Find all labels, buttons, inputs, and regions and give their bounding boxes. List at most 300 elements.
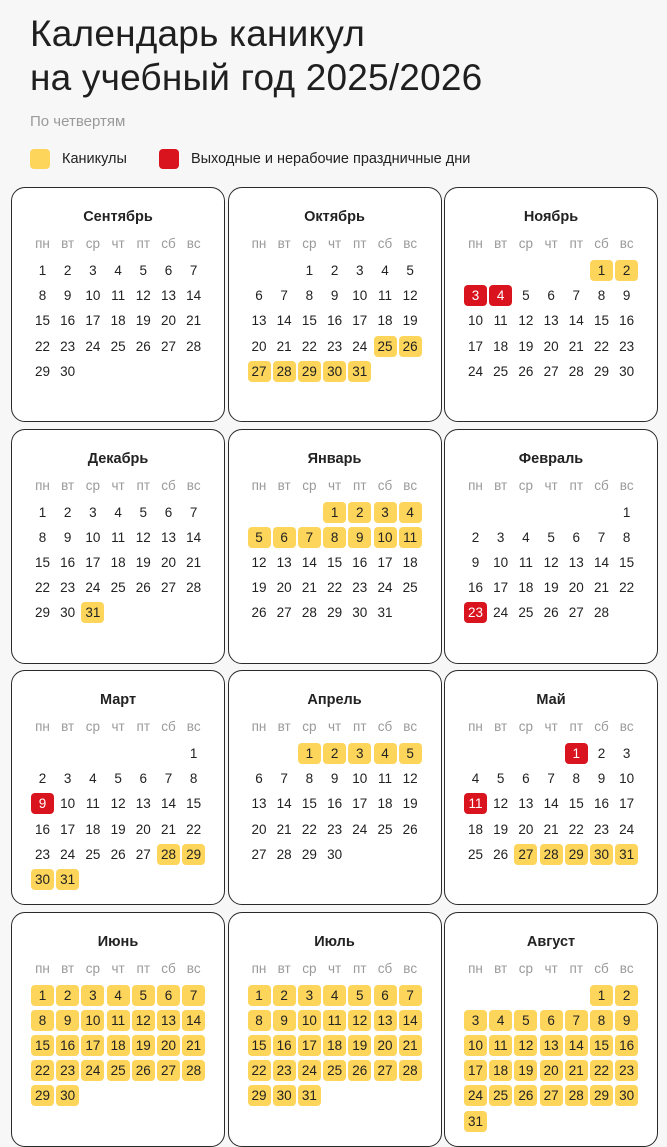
weekday-label: сб xyxy=(161,477,176,493)
holiday-cell: 27 xyxy=(157,1060,180,1081)
holiday-cell: 6 xyxy=(374,985,397,1006)
day-cell: 23 xyxy=(619,338,635,354)
month-card xyxy=(11,429,225,664)
holiday-cell: 15 xyxy=(590,1035,613,1056)
weekday-label: пн xyxy=(35,477,50,493)
day-cell: 23 xyxy=(60,580,76,596)
day-cell: 15 xyxy=(301,796,317,812)
month-name: Январь xyxy=(307,450,362,467)
holiday-cell: 8 xyxy=(590,1010,613,1031)
day-cell: 15 xyxy=(34,313,51,329)
holiday-cell: 11 xyxy=(323,1010,346,1031)
holiday-cell: 11 xyxy=(399,527,422,548)
holiday-cell: 2 xyxy=(273,985,296,1006)
holiday-cell: 20 xyxy=(374,1035,397,1056)
holiday-cell: 30 xyxy=(31,869,54,890)
weekday-label: сб xyxy=(161,960,176,976)
day-cell: 17 xyxy=(60,821,76,837)
month-card xyxy=(228,912,442,1147)
holiday-cell: 12 xyxy=(132,1010,155,1031)
day-cell: 19 xyxy=(518,338,534,354)
day-cell: 20 xyxy=(543,338,559,354)
holiday-cell: 30 xyxy=(56,1085,79,1106)
weekday-label: ср xyxy=(302,477,317,493)
day-cell: 20 xyxy=(251,821,267,837)
holiday-cell: 1 xyxy=(590,260,613,281)
day-cell: 23 xyxy=(327,821,343,837)
day-cell: 18 xyxy=(467,821,484,837)
day-cell: 16 xyxy=(60,554,76,570)
weekday-label: вс xyxy=(186,719,201,734)
month-name: Март xyxy=(99,692,137,708)
day-cell: 13 xyxy=(160,529,177,545)
holiday-cell: 2 xyxy=(348,502,371,523)
weekday-label: пт xyxy=(353,960,367,976)
holiday-cell: 28 xyxy=(565,1085,588,1106)
day-off-cell: 3 xyxy=(464,285,487,306)
holiday-cell: 17 xyxy=(81,1035,104,1056)
holiday-cell: 9 xyxy=(56,1010,79,1031)
month-name: Июль xyxy=(314,933,355,950)
weekday-label: вт xyxy=(494,960,508,976)
holiday-cell: 8 xyxy=(248,1010,271,1031)
day-cell: 22 xyxy=(301,338,317,354)
day-cell: 14 xyxy=(186,288,202,304)
weekday-label: вт xyxy=(61,960,75,976)
day-cell: 21 xyxy=(568,338,584,354)
weekday-label: пт xyxy=(569,477,584,493)
holiday-cell: 30 xyxy=(590,844,613,865)
day-off-cell: 4 xyxy=(489,285,512,306)
day-cell: 15 xyxy=(327,554,343,570)
holiday-cell: 22 xyxy=(31,1060,54,1081)
month-name: Май xyxy=(536,692,566,708)
holiday-cell: 28 xyxy=(182,1060,205,1081)
weekday-label: сб xyxy=(161,719,176,734)
holiday-cell: 25 xyxy=(489,1085,512,1106)
day-cell: 10 xyxy=(619,771,635,787)
day-cell: 10 xyxy=(85,288,101,304)
holiday-cell: 22 xyxy=(248,1060,271,1081)
day-cell: 17 xyxy=(352,313,368,329)
holiday-cell: 23 xyxy=(273,1060,296,1081)
holiday-cell: 28 xyxy=(273,361,296,382)
day-cell: 12 xyxy=(543,554,559,570)
day-cell: 12 xyxy=(493,796,509,812)
day-cell: 2 xyxy=(330,263,339,278)
day-cell: 9 xyxy=(63,529,72,545)
day-cell: 5 xyxy=(496,771,505,787)
day-cell: 12 xyxy=(402,288,418,304)
day-cell: 6 xyxy=(255,288,263,304)
day-cell: 12 xyxy=(135,288,151,304)
holiday-cell: 19 xyxy=(348,1035,371,1056)
day-cell: 10 xyxy=(60,796,76,812)
holiday-cell: 14 xyxy=(565,1035,588,1056)
day-cell: 29 xyxy=(301,846,317,862)
day-cell: 7 xyxy=(189,263,198,278)
day-cell: 9 xyxy=(622,288,631,304)
holiday-cell: 11 xyxy=(107,1010,130,1031)
weekday-label: пт xyxy=(569,236,584,251)
holiday-cell: 13 xyxy=(374,1010,397,1031)
weekday-label: сб xyxy=(594,960,609,976)
holiday-cell: 18 xyxy=(323,1035,346,1056)
weekday-label: пн xyxy=(468,719,483,734)
weekday-label: сб xyxy=(377,719,393,734)
weekday-label: вт xyxy=(277,960,291,976)
day-cell: 26 xyxy=(251,605,267,621)
holiday-cell: 10 xyxy=(298,1010,321,1031)
weekday-label: пт xyxy=(136,236,151,251)
day-cell: 13 xyxy=(251,313,267,329)
holiday-cell: 18 xyxy=(489,1060,512,1081)
day-cell: 6 xyxy=(164,504,173,520)
holiday-cell: 27 xyxy=(374,1060,397,1081)
day-cell: 3 xyxy=(89,504,97,520)
day-cell: 24 xyxy=(619,821,635,837)
holiday-cell: 1 xyxy=(31,985,54,1006)
day-cell: 14 xyxy=(186,529,202,545)
day-cell: 14 xyxy=(543,796,559,812)
day-cell: 13 xyxy=(251,796,267,812)
holiday-cell: 21 xyxy=(399,1035,422,1056)
holiday-swatch xyxy=(30,149,50,169)
holiday-cell: 13 xyxy=(540,1035,563,1056)
weekday-label: ср xyxy=(85,960,101,976)
weekday-label: ср xyxy=(85,719,101,734)
holiday-cell: 10 xyxy=(464,1035,487,1056)
day-cell: 29 xyxy=(34,363,51,379)
weekday-label: пт xyxy=(569,719,584,734)
day-cell: 7 xyxy=(280,771,288,787)
day-cell: 11 xyxy=(377,288,392,304)
day-cell: 30 xyxy=(352,605,368,621)
day-cell: 25 xyxy=(85,846,101,862)
day-cell: 26 xyxy=(518,363,534,379)
weekday-label: пт xyxy=(136,477,151,493)
weekday-label: ср xyxy=(302,719,317,734)
weekday-label: ср xyxy=(518,236,534,251)
weekday-label: сб xyxy=(377,477,393,493)
day-cell: 5 xyxy=(522,288,530,304)
day-cell: 19 xyxy=(135,313,151,329)
holiday-cell: 25 xyxy=(323,1060,346,1081)
day-cell: 28 xyxy=(593,605,610,621)
day-cell: 27 xyxy=(543,363,559,379)
holiday-cell: 16 xyxy=(615,1035,638,1056)
weekday-label: чт xyxy=(327,719,342,734)
weekday-label: вт xyxy=(61,719,75,734)
holiday-cell: 4 xyxy=(399,502,422,523)
weekday-label: чт xyxy=(544,719,558,734)
weekday-label: вт xyxy=(61,236,75,251)
day-cell: 21 xyxy=(186,554,202,570)
holiday-cell: 21 xyxy=(182,1035,205,1056)
holiday-cell: 29 xyxy=(182,844,205,865)
day-cell: 13 xyxy=(518,796,534,812)
day-cell: 13 xyxy=(568,554,584,570)
holiday-cell: 27 xyxy=(540,1085,563,1106)
month-card xyxy=(228,670,442,905)
day-cell: 24 xyxy=(493,605,509,621)
holiday-cell: 27 xyxy=(514,844,537,865)
day-cell: 18 xyxy=(377,313,393,329)
day-cell: 9 xyxy=(597,771,606,787)
month-name: Февраль xyxy=(518,450,584,467)
day-cell: 8 xyxy=(189,771,198,787)
weekday-label: ср xyxy=(302,236,317,251)
holiday-cell: 8 xyxy=(323,527,346,548)
page-title xyxy=(30,12,650,100)
holiday-cell: 30 xyxy=(323,361,346,382)
month-name: Декабрь xyxy=(87,450,149,467)
holiday-cell: 31 xyxy=(348,361,371,382)
day-cell: 4 xyxy=(114,504,122,520)
day-off-cell: 11 xyxy=(464,793,487,814)
holiday-cell: 3 xyxy=(81,985,104,1006)
day-cell: 9 xyxy=(63,288,72,304)
day-off-cell: 9 xyxy=(31,793,54,814)
day-cell: 6 xyxy=(547,288,555,304)
day-cell: 4 xyxy=(381,263,389,278)
weekday-label: вт xyxy=(494,719,508,734)
day-cell: 26 xyxy=(110,846,126,862)
day-cell: 9 xyxy=(471,554,480,570)
weekday-label: пт xyxy=(136,960,151,976)
day-cell: 14 xyxy=(301,554,317,570)
day-cell: 23 xyxy=(593,821,610,837)
holiday-cell: 1 xyxy=(323,502,346,523)
weekday-label: чт xyxy=(327,477,342,493)
day-cell: 16 xyxy=(619,313,635,329)
day-cell: 28 xyxy=(568,363,584,379)
weekday-label: сб xyxy=(377,960,393,976)
day-cell: 21 xyxy=(276,821,292,837)
weekday-label: сб xyxy=(594,719,609,734)
month-card xyxy=(11,912,225,1147)
day-cell: 20 xyxy=(251,338,267,354)
holiday-cell: 14 xyxy=(182,1010,205,1031)
day-cell: 11 xyxy=(111,288,126,304)
day-cell: 16 xyxy=(60,313,76,329)
day-cell: 14 xyxy=(276,313,292,329)
weekday-label: пн xyxy=(251,719,267,734)
day-cell: 18 xyxy=(377,796,393,812)
day-cell: 2 xyxy=(38,771,47,787)
day-cell: 18 xyxy=(110,554,126,570)
holiday-cell: 2 xyxy=(615,985,638,1006)
weekday-label: чт xyxy=(111,236,125,251)
holiday-cell: 26 xyxy=(514,1085,537,1106)
day-cell: 26 xyxy=(402,821,418,837)
day-cell: 3 xyxy=(356,263,364,278)
day-cell: 20 xyxy=(518,821,534,837)
day-cell: 5 xyxy=(139,263,148,278)
day-cell: 8 xyxy=(622,529,631,545)
day-cell: 30 xyxy=(60,363,76,379)
holiday-cell: 3 xyxy=(374,502,397,523)
day-cell: 14 xyxy=(276,796,292,812)
weekday-label: чт xyxy=(544,960,558,976)
holiday-cell: 11 xyxy=(489,1035,512,1056)
day-cell: 15 xyxy=(568,796,584,812)
weekday-label: пт xyxy=(353,477,367,493)
weekday-label: вт xyxy=(277,719,291,734)
holiday-cell: 9 xyxy=(615,1010,638,1031)
day-cell: 28 xyxy=(276,846,292,862)
day-cell: 25 xyxy=(518,605,534,621)
day-cell: 24 xyxy=(352,821,368,837)
day-cell: 27 xyxy=(135,846,151,862)
holiday-cell: 5 xyxy=(514,1010,537,1031)
weekday-label: пн xyxy=(468,477,483,493)
weekday-label: вт xyxy=(277,236,291,251)
day-cell: 24 xyxy=(352,338,368,354)
weekday-label: вс xyxy=(403,960,418,976)
holiday-cell: 31 xyxy=(56,869,79,890)
weekday-label: вс xyxy=(619,960,634,976)
day-cell: 6 xyxy=(164,263,173,278)
day-cell: 7 xyxy=(164,771,173,787)
holiday-cell: 22 xyxy=(590,1060,613,1081)
month-card xyxy=(444,670,658,905)
holiday-cell: 8 xyxy=(31,1010,54,1031)
day-cell: 17 xyxy=(467,338,484,354)
day-cell: 30 xyxy=(327,846,343,862)
day-cell: 1 xyxy=(305,263,314,278)
day-cell: 28 xyxy=(301,605,317,621)
day-cell: 19 xyxy=(251,580,267,596)
day-cell: 4 xyxy=(114,263,122,278)
weekday-label: пт xyxy=(136,719,151,734)
day-cell: 10 xyxy=(352,771,368,787)
day-cell: 4 xyxy=(471,771,480,787)
holiday-cell: 24 xyxy=(298,1060,321,1081)
day-cell: 29 xyxy=(34,605,51,621)
day-cell: 22 xyxy=(186,821,202,837)
holiday-cell: 15 xyxy=(248,1035,271,1056)
day-cell: 29 xyxy=(593,363,610,379)
day-cell: 16 xyxy=(352,554,368,570)
day-cell: 27 xyxy=(276,605,292,621)
day-cell: 25 xyxy=(110,580,126,596)
holiday-cell: 4 xyxy=(489,1010,512,1031)
weekday-label: сб xyxy=(594,477,609,493)
holiday-cell: 3 xyxy=(348,743,371,764)
holiday-cell: 31 xyxy=(298,1085,321,1106)
holiday-cell: 30 xyxy=(273,1085,296,1106)
holiday-cell: 5 xyxy=(348,985,371,1006)
holiday-cell: 2 xyxy=(56,985,79,1006)
day-cell: 12 xyxy=(251,554,267,570)
weekday-label: вс xyxy=(403,236,418,251)
day-cell: 17 xyxy=(85,313,101,329)
day-cell: 22 xyxy=(34,338,51,354)
month-card xyxy=(444,187,658,422)
day-cell: 20 xyxy=(160,554,177,570)
month-name: Сентябрь xyxy=(83,209,153,225)
holiday-cell: 19 xyxy=(514,1060,537,1081)
legend-label-days-off: Выходные и нерабочие праздничные дни xyxy=(190,151,471,167)
weekday-label: сб xyxy=(161,236,176,251)
holiday-cell: 16 xyxy=(273,1035,296,1056)
holiday-cell: 31 xyxy=(464,1111,487,1132)
holiday-cell: 6 xyxy=(157,985,180,1006)
holiday-cell: 1 xyxy=(298,743,321,764)
month-name: Апрель xyxy=(307,692,362,708)
holiday-cell: 25 xyxy=(374,336,397,357)
holiday-cell: 29 xyxy=(590,1085,613,1106)
holiday-cell: 16 xyxy=(56,1035,79,1056)
day-cell: 5 xyxy=(547,529,555,545)
weekday-label: ср xyxy=(302,960,317,976)
legend-label-holidays: Каникулы xyxy=(62,151,127,167)
day-cell: 13 xyxy=(135,796,151,812)
weekday-label: вт xyxy=(494,236,508,251)
title-line-1: Календарь каникул xyxy=(30,13,365,54)
month-name: Июнь xyxy=(97,933,139,950)
day-cell: 11 xyxy=(493,313,508,329)
day-cell: 22 xyxy=(34,580,51,596)
weekday-label: чт xyxy=(544,236,558,251)
day-cell: 3 xyxy=(496,529,505,545)
holiday-cell: 3 xyxy=(298,985,321,1006)
weekday-label: вс xyxy=(619,236,634,251)
holiday-cell: 2 xyxy=(615,260,638,281)
holiday-cell: 29 xyxy=(565,844,588,865)
title-line-2: на учебный год 2025/2026 xyxy=(30,57,483,98)
weekday-label: чт xyxy=(327,960,342,976)
day-off-cell: 1 xyxy=(565,743,588,764)
day-cell: 3 xyxy=(89,263,97,278)
day-cell: 19 xyxy=(135,554,151,570)
holiday-cell: 26 xyxy=(132,1060,155,1081)
holiday-cell: 23 xyxy=(56,1060,79,1081)
day-cell: 21 xyxy=(301,580,317,596)
month-name: Октябрь xyxy=(304,209,365,225)
day-cell: 22 xyxy=(593,338,610,354)
day-cell: 11 xyxy=(111,529,126,545)
day-cell: 7 xyxy=(280,288,288,304)
day-cell: 24 xyxy=(85,338,101,354)
weekday-label: пн xyxy=(251,477,267,493)
day-cell: 24 xyxy=(467,363,484,379)
weekday-label: ср xyxy=(85,477,101,493)
day-cell: 8 xyxy=(305,771,314,787)
day-cell: 25 xyxy=(402,580,418,596)
day-cell: 1 xyxy=(622,504,631,520)
month-card xyxy=(11,187,225,422)
day-cell: 22 xyxy=(619,580,635,596)
holiday-cell: 31 xyxy=(615,844,638,865)
day-cell: 27 xyxy=(251,846,267,862)
day-cell: 15 xyxy=(593,313,610,329)
day-cell: 21 xyxy=(276,338,292,354)
day-cell: 18 xyxy=(85,821,101,837)
weekday-label: чт xyxy=(111,719,125,734)
holiday-cell: 12 xyxy=(348,1010,371,1031)
day-cell: 17 xyxy=(377,554,393,570)
holiday-cell: 25 xyxy=(107,1060,130,1081)
day-cell: 14 xyxy=(593,554,610,570)
day-cell: 6 xyxy=(139,771,148,787)
day-cell: 27 xyxy=(160,338,177,354)
holiday-cell: 27 xyxy=(248,361,271,382)
day-cell: 19 xyxy=(110,821,126,837)
day-cell: 2 xyxy=(63,504,72,520)
legend-item-holidays xyxy=(30,149,127,169)
